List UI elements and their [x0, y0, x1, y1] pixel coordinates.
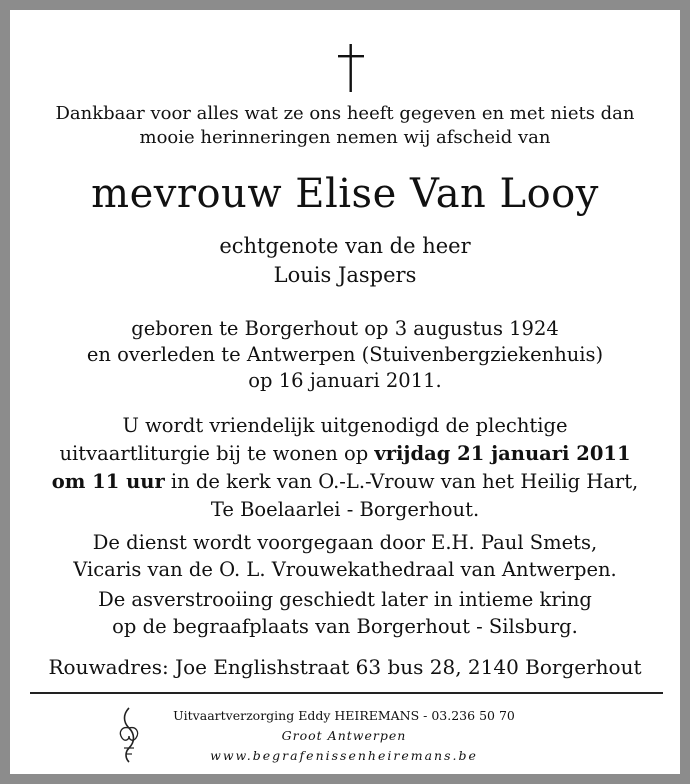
ashes-text	[10, 586, 680, 640]
invitation-line-2	[10, 440, 680, 468]
funeral-date: vrijdag 21 januari 2011	[374, 442, 631, 465]
mourning-address: Rouwadres: Joe Englishstraat 63 bus 28, 2140 Borgerhout	[48, 655, 642, 679]
undertaker-name: Uitvaartverzorging Eddy HEIREMANS - 03.236 50 70	[173, 708, 515, 723]
spouse-line-1: echtgenote van de heer	[219, 234, 471, 258]
service-line-2: Vicaris van de O. L. Vrouwekathedraal van Antwerpen.	[73, 558, 617, 581]
invitation-text	[10, 412, 680, 524]
spouse-info	[10, 232, 680, 290]
undertaker-website[interactable]: www.begrafenissenheiremans.be	[210, 748, 478, 763]
ashes-line-1: De asverstrooiing geschiedt later in intieme kring	[98, 588, 592, 611]
intro-line-1: Dankbaar voor alles wat ze ons heeft gegeven en met niets dan	[55, 103, 635, 124]
undertaker-region: Groot Antwerpen	[281, 728, 407, 743]
intro-text	[10, 102, 680, 150]
invitation-line-3	[10, 468, 680, 496]
death-line: en overleden te Antwerpen (Stuivenbergziekenhuis)	[86, 343, 604, 366]
spouse-name: Louis Jaspers	[273, 263, 417, 287]
ashes-line-2: op de begraafplaats van Borgerhout - Silsburg.	[112, 615, 578, 638]
intro-line-2: mooie herinneringen nemen wij afscheid van	[139, 127, 551, 148]
invitation-line-4: Te Boelaarlei - Borgerhout.	[210, 498, 480, 521]
deceased-name: mevrouw Elise Van Looy	[91, 171, 599, 217]
service-text	[10, 529, 680, 583]
service-line-1: De dienst wordt voorgegaan door E.H. Paul Smets,	[92, 531, 598, 554]
invitation-line-2-text: uitvaartliturgie bij te wonen op	[59, 442, 375, 465]
death-date-line: op 16 januari 2011.	[248, 369, 442, 392]
funeral-home-logo-icon	[114, 704, 144, 766]
cross-icon	[338, 44, 364, 92]
invitation-line-3-text: in de kerk van O.-L.-Vrouw van het Heilig Hart,	[164, 470, 639, 493]
obituary-card	[10, 10, 680, 774]
birth-death-info	[10, 316, 680, 394]
invitation-line-1: U wordt vriendelijk uitgenodigd de plechtige	[122, 414, 568, 437]
funeral-time: om 11 uur	[51, 470, 165, 493]
divider	[30, 692, 663, 694]
birth-line: geboren te Borgerhout op 3 augustus 1924	[131, 317, 559, 340]
